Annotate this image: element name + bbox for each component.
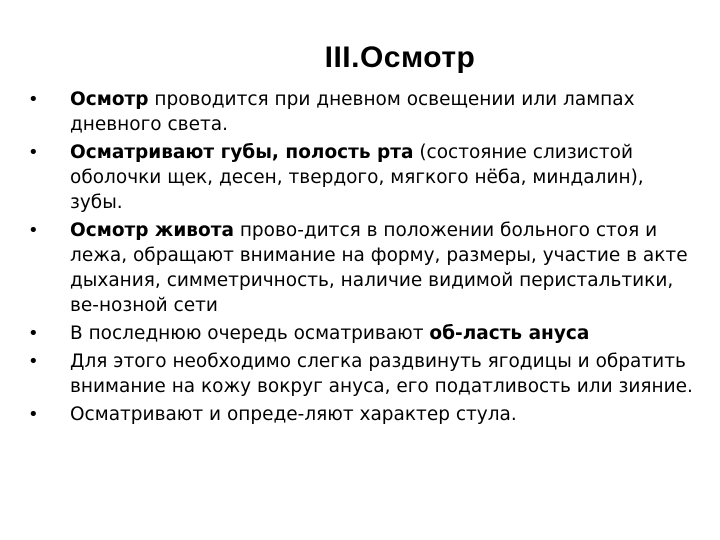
bullet-text-bold: Осмотр <box>70 89 149 110</box>
bullet-text-bold: об-ласть ануса <box>429 323 590 344</box>
bullet-item <box>28 349 698 399</box>
bullet-item <box>28 402 698 427</box>
bullet-dot-icon: • <box>28 220 39 241</box>
bullet-text: прово-дится в положении больного стоя и лежа, обращают внимание на форму, размеры, участие в акте дыхания, симметричность, наличие видимой перистальтики, ве-нозной сети <box>70 220 688 316</box>
bullet-text-bold: Осмотр живота <box>70 220 234 241</box>
bullet-text: (состояние слизистой оболочки щек, десен, твердого, мягкого нёба, миндалин), зубы. <box>70 142 644 213</box>
bullet-dot-icon: • <box>28 89 39 110</box>
bullet-list <box>28 87 698 430</box>
bullet-item <box>28 218 698 318</box>
bullet-item <box>28 140 698 215</box>
bullet-text: В последнюю очередь осматривают <box>70 323 430 344</box>
slide-title: III.Осмотр <box>324 41 476 74</box>
bullet-text: Осматривают и опреде-ляют характер стула. <box>70 404 517 425</box>
bullet-item <box>28 87 698 137</box>
bullet-dot-icon: • <box>28 404 39 425</box>
bullet-dot-icon: • <box>28 323 39 344</box>
bullet-dot-icon: • <box>28 351 39 372</box>
bullet-text: Для этого необходимо слегка раздвинуть ягодицы и обратить внимание на кожу вокруг ануса, его податливость или зияние. <box>70 351 693 397</box>
bullet-text: проводится при дневном освещении или лампах дневного света. <box>70 89 635 135</box>
bullet-text-bold: Осматривают губы, полость рта <box>70 142 414 163</box>
bullet-item <box>28 321 698 346</box>
bullet-dot-icon: • <box>28 142 39 163</box>
